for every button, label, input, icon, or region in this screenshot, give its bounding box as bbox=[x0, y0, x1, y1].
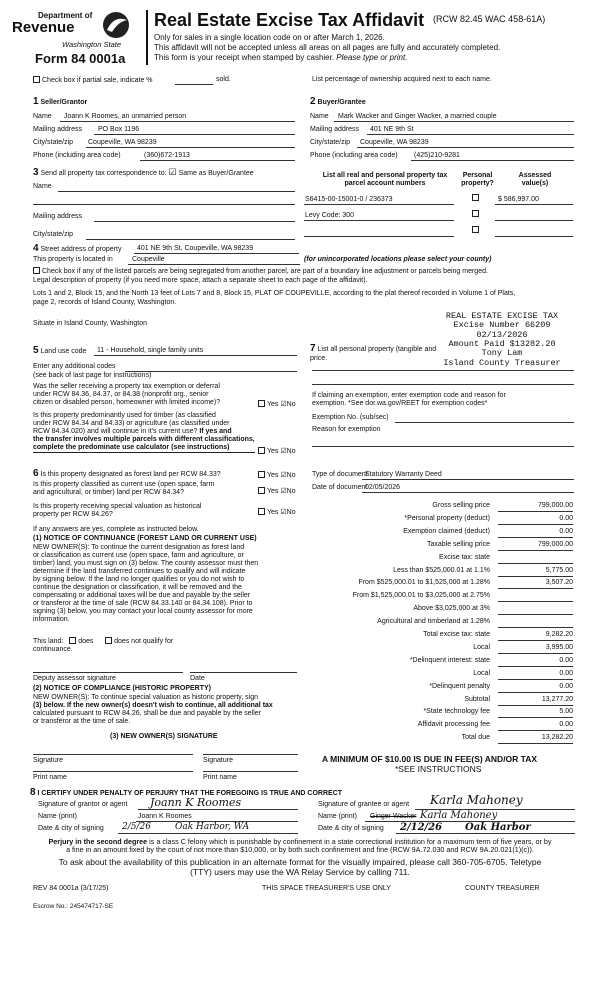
tax-row-label: Total due bbox=[461, 734, 490, 742]
seller-phone-label: Phone (including area code) bbox=[33, 152, 121, 159]
q2e: complete the predominate use calculator (see instructions) bbox=[33, 444, 255, 453]
s3-addr-label: Mailing address bbox=[33, 213, 83, 220]
form-number: Form 84 0001a bbox=[35, 51, 126, 66]
access-line2: (TTY) users may use the WA Relay Service by calling 711. bbox=[190, 866, 410, 877]
grantee-date-label: Date & city of signing bbox=[318, 825, 384, 832]
header-note3 bbox=[154, 53, 407, 62]
treasurer-use: THIS SPACE TREASURER'S USE ONLY bbox=[262, 885, 391, 892]
s6-q2-yes-label: Yes bbox=[267, 488, 279, 495]
seller-heading-label: Seller/Grantor bbox=[40, 99, 88, 106]
s6-q2-no-label: No bbox=[286, 488, 296, 495]
exemption-no-label: Exemption No. (sub/sec) bbox=[312, 414, 389, 421]
tax-row-value[interactable]: 0.00 bbox=[498, 683, 573, 693]
tax-row-value[interactable]: 799,000.00 bbox=[498, 502, 573, 512]
land-use-line bbox=[94, 355, 297, 356]
tax-row-value[interactable]: 0.00 bbox=[498, 515, 573, 525]
s6-q2 bbox=[33, 481, 214, 497]
owner-sig-label1: Signature bbox=[33, 757, 63, 764]
n2-line: NEW OWNER(S): To continue special valuation as historic property, sign bbox=[33, 694, 258, 701]
notice-compliance: (2) NOTICE OF COMPLIANCE (HISTORIC PROPERTY) bbox=[33, 685, 211, 692]
personal-checkbox-3[interactable] bbox=[472, 226, 479, 233]
s6-q1-yesno bbox=[258, 471, 296, 480]
header-note2: This affidavit will not be accepted unless all areas on all pages are fully and accurately completed. bbox=[154, 43, 501, 52]
q2-yes-label: Yes bbox=[267, 448, 279, 455]
s4-addr-label: Street address of property bbox=[40, 246, 122, 253]
n2-line: or transferor at the time of sale. bbox=[33, 718, 131, 726]
tax-row-value[interactable]: 5.00 bbox=[498, 708, 573, 718]
s6-q3 bbox=[33, 503, 201, 519]
s6-q1-yes[interactable] bbox=[258, 471, 265, 478]
seller-addr-line bbox=[94, 134, 295, 135]
doc-date-label: Date of document bbox=[312, 484, 368, 491]
tax-row-label: Agricultural and timberland at 1.28% bbox=[377, 618, 490, 626]
property-address-line bbox=[134, 253, 299, 254]
tax-row-label: *State technology fee bbox=[423, 708, 490, 716]
buyer-addr[interactable]: 401 NE 9th St bbox=[370, 126, 414, 133]
partial-sold: sold. bbox=[216, 76, 231, 83]
s7-claim bbox=[312, 392, 506, 408]
doc-type-line bbox=[362, 479, 574, 480]
s3-name-label: Name bbox=[33, 183, 52, 190]
tax-row-label: Local bbox=[473, 643, 490, 651]
stamp-line3: 02/13/2026 bbox=[476, 329, 528, 340]
tax-row-label: Affidavit processing fee bbox=[417, 721, 490, 729]
s6-q2b: and agricultural, or timber) land per RCW 84.34? bbox=[33, 489, 184, 497]
grantor-date-line bbox=[118, 833, 298, 834]
n1-line: signing (3) below, you may contact your local county assessor for more bbox=[33, 608, 253, 616]
tax-row-label: *Delinquent penalty bbox=[429, 682, 490, 690]
assessed-value[interactable]: $ 586,997.00 bbox=[498, 196, 539, 203]
same-as-buyer-label: Same as Buyer/Grantee bbox=[178, 170, 254, 177]
partial-percent-line[interactable] bbox=[175, 84, 213, 85]
s3-name-line2[interactable] bbox=[33, 204, 295, 205]
n1-line: or transferor at the time of sale (RCW 84.33.140 or 84.34.108). Prior to bbox=[33, 600, 253, 608]
segregated-label: Check box if any of the listed parcels are being segregated from another parcel, are part of a boundary line adjustment or parcels being merged. bbox=[42, 268, 488, 275]
notice-continuance-body bbox=[33, 544, 298, 624]
does-not-checkbox[interactable] bbox=[105, 637, 112, 644]
header-note3a: This form is your receipt when stamped by cashier. bbox=[154, 53, 337, 62]
s4-addr-row bbox=[33, 243, 121, 255]
assessed-line3 bbox=[495, 236, 573, 237]
buyer-name-line bbox=[334, 121, 574, 122]
seller-name-label: Name bbox=[33, 113, 52, 120]
parcel-line3 bbox=[304, 236, 454, 237]
buyer-name[interactable]: Mark Wacker and Ginger Wacker, a married couple bbox=[338, 113, 497, 120]
segregated-row bbox=[33, 267, 488, 276]
does-label: does bbox=[78, 638, 94, 645]
buyer-num: 2 bbox=[310, 96, 316, 107]
grantor-print[interactable]: Joann K Roomes bbox=[138, 813, 192, 820]
q1-no-checkbox[interactable]: ☑ bbox=[280, 401, 287, 408]
ownership-note: List percentage of ownership acquired next to each name. bbox=[312, 76, 492, 83]
grantee-signature[interactable]: Karla Mahoney bbox=[430, 793, 523, 807]
assessed-col-header bbox=[505, 172, 565, 188]
exemption-question bbox=[33, 383, 220, 407]
section8-num: 8 bbox=[30, 787, 36, 798]
s3-city-line[interactable] bbox=[86, 239, 295, 240]
s6-q2-no[interactable]: ☑ bbox=[280, 488, 287, 495]
owner-sig-line2[interactable] bbox=[203, 754, 298, 755]
does-not-label: does not qualify for bbox=[114, 638, 174, 645]
assessed-col-h2: value(s) bbox=[521, 180, 549, 188]
s7-claim1: If claiming an exemption, enter exemption code and reason for bbox=[312, 392, 506, 399]
n1-line: compensating or additional taxes will be due and payable by the seller bbox=[33, 592, 251, 600]
tax-row-value[interactable] bbox=[498, 592, 573, 602]
tax-row-value[interactable] bbox=[498, 605, 573, 615]
land-use-code[interactable]: 11 - Household, single family units bbox=[97, 347, 204, 354]
seller-city[interactable]: Coupeville, WA 98239 bbox=[88, 139, 157, 146]
s6-q1-yes-label: Yes bbox=[267, 472, 279, 479]
buyer-phone-label: Phone (including area code) bbox=[310, 152, 398, 159]
access-line1: To ask about the availability of this publication in an alternate format for the visually impaired, please call 360-705-6705. Teletype bbox=[58, 857, 542, 867]
tax-row-value[interactable]: 0.00 bbox=[498, 528, 573, 538]
see-instructions: *SEE INSTRUCTIONS bbox=[395, 764, 482, 774]
agency-line3: Washington State bbox=[62, 40, 122, 49]
tax-row-label: From $525,000.01 to $1,525,000 at 1.28% bbox=[358, 579, 490, 587]
n2-line: (3) below. If the new owner(s) doesn't wish to continue, all additional tax bbox=[33, 702, 273, 710]
doc-date-line bbox=[362, 492, 574, 493]
property-location-line bbox=[128, 264, 300, 265]
continuance: continuance. bbox=[33, 646, 73, 653]
grantee-city[interactable]: Oak Harbor bbox=[465, 822, 531, 833]
access-notice bbox=[10, 858, 590, 878]
legal-desc-1: Lots 1 and 2, Block 15, and the North 13 feet of Lots 7 and 8, Block 15, PLAT OF COUPEVILLE, according to the plat thereof recorded in Volume 1 of Plats, bbox=[33, 290, 516, 297]
personal-col-h2: property? bbox=[461, 180, 494, 188]
notice-compliance-body bbox=[33, 694, 298, 726]
tax-row-label: Subtotal bbox=[464, 695, 490, 703]
tax-row-label: *Delinquent interest: state bbox=[409, 656, 490, 664]
n1-line: determine if the land transferred continues to qualify and will indicate bbox=[33, 568, 246, 576]
q1b: under RCW 84.36, 84.37, or 84.38 (nonprofit org., senior bbox=[33, 391, 209, 399]
q2-no-checkbox[interactable]: ☑ bbox=[280, 448, 287, 455]
parcel-col-header bbox=[310, 172, 460, 188]
grantee-sig-label: Signature of grantee or agent bbox=[318, 801, 410, 808]
agency-line1: Department of bbox=[38, 11, 93, 20]
tax-row-label: *Personal property (deduct) bbox=[404, 514, 490, 522]
section7-num: 7 bbox=[310, 343, 316, 354]
tax-row-label: Less than $525,000.01 at 1.1% bbox=[393, 566, 490, 574]
s6-q3b: property per RCW 84.26? bbox=[33, 511, 113, 519]
timber-question bbox=[33, 412, 255, 453]
personal-col-header bbox=[455, 172, 500, 188]
tax-row-label: Total excise tax: state bbox=[423, 631, 490, 638]
assessed-col-h1: Assessed bbox=[518, 172, 552, 179]
q2-yesno bbox=[258, 447, 296, 456]
tax-row-value[interactable]: 799,000.00 bbox=[498, 541, 573, 551]
tax-row-label: Local bbox=[473, 669, 490, 677]
parcel-line1 bbox=[304, 204, 454, 205]
seller-name-line bbox=[60, 121, 295, 122]
q2c-bold: If yes and bbox=[199, 428, 232, 436]
partial-sale-checkbox[interactable] bbox=[33, 76, 40, 83]
buyer-heading bbox=[310, 96, 366, 108]
buyer-phone[interactable]: (425)210-9281 bbox=[414, 152, 460, 159]
s6-q2a: Is this property classified as current use (open space, farm bbox=[33, 481, 215, 488]
doc-type[interactable]: Statutory Warranty Deed bbox=[365, 471, 442, 478]
s6-q3a: Is this property receiving special valuation as historical bbox=[33, 503, 202, 510]
additional-codes-sub: (see back of last page for instructions) bbox=[33, 372, 152, 379]
perjury-bold: Perjury in the second degree bbox=[48, 837, 148, 846]
owner-print-line1[interactable] bbox=[33, 771, 193, 772]
parcel-line2 bbox=[304, 220, 454, 221]
loc-note: (for unincorporated locations please select your county) bbox=[304, 256, 492, 263]
q1-no-label: No bbox=[286, 401, 296, 408]
s6-q1-no-label: No bbox=[286, 472, 296, 479]
form-rcw: (RCW 82.45 WAC 458-61A) bbox=[433, 14, 546, 24]
buyer-addr-line bbox=[367, 134, 574, 135]
treasurer-stamp bbox=[422, 312, 582, 368]
perjury-notice bbox=[10, 838, 590, 855]
form-title: Real Estate Excise Tax Affidavit bbox=[154, 10, 425, 30]
segregated-checkbox[interactable] bbox=[33, 267, 40, 274]
tax-row-label: From $1,525,000.01 to $3,025,000 at 2.75% bbox=[352, 592, 490, 600]
grantor-city[interactable]: Oak Harbor, WA bbox=[175, 822, 250, 832]
tax-row-value[interactable]: 0.00 bbox=[498, 721, 573, 731]
q1c: citizen or disabled person, homeowner with limited income)? bbox=[33, 399, 221, 407]
this-land-row bbox=[33, 637, 173, 646]
tax-row-label: Taxable selling price bbox=[426, 540, 490, 548]
s6-q2-yes[interactable] bbox=[258, 487, 265, 494]
grantee-print-label: Name (print) bbox=[318, 813, 357, 820]
this-land-label: This land: bbox=[33, 638, 64, 645]
header-note1: Only for sales in a single location code on or after March 1, 2026. bbox=[154, 33, 385, 42]
n1-line: or classification as current use (open space, farm and agriculture, or bbox=[33, 552, 244, 560]
partial-sale-row bbox=[33, 76, 153, 85]
seller-phone[interactable]: (360)672-1913 bbox=[144, 152, 190, 159]
same-as-buyer-checkbox[interactable]: ☑ bbox=[168, 167, 177, 177]
deputy-date-line[interactable] bbox=[190, 672, 297, 673]
tax-row-value[interactable] bbox=[498, 554, 573, 564]
grantor-signature[interactable]: Joann K Roomes bbox=[150, 796, 242, 809]
tax-row-value[interactable]: 3,995.00 bbox=[498, 644, 573, 654]
deputy-date-label: Date bbox=[190, 675, 205, 682]
doc-type-label: Type of document bbox=[312, 471, 368, 478]
new-owner-signature: (3) NEW OWNER(S) SIGNATURE bbox=[110, 733, 218, 740]
s6-q3-no-label: No bbox=[286, 509, 296, 516]
tax-row-label: Excise tax: state bbox=[439, 553, 490, 561]
buyer-city[interactable]: Coupeville, WA 98239 bbox=[360, 139, 429, 146]
stamp-line4: Amount Paid $13282.20 bbox=[448, 339, 556, 350]
q2b: under RCW 84.34 and 84.33) or agriculture (as classified under bbox=[33, 420, 230, 428]
n2-line: calculated pursuant to RCW 84.26, shall be due and payable by the seller bbox=[33, 710, 262, 718]
personal-checkbox-2[interactable] bbox=[472, 210, 479, 217]
tax-row-value[interactable]: 0.00 bbox=[498, 657, 573, 667]
situate: Situate in Island County, Washington bbox=[33, 320, 148, 327]
tax-row-label: Gross selling price bbox=[432, 502, 490, 509]
seller-name[interactable]: Joann K Roomes, an unmarried person bbox=[64, 113, 187, 120]
buyer-name-label: Name bbox=[310, 113, 329, 120]
n1-line: timber) land, you must sign on (3) below. The county assessor must then bbox=[33, 560, 259, 568]
owner-sig-label2: Signature bbox=[203, 757, 233, 764]
seller-addr[interactable]: PO Box 1196 bbox=[98, 126, 140, 133]
s6-q3-yesno bbox=[258, 508, 296, 517]
n1-line: continue the designation or classification, it will be removed and the bbox=[33, 584, 242, 592]
escrow-no: Escrow No.: 245474717-SE bbox=[33, 903, 114, 910]
parcel-col-h2: parcel account numbers bbox=[344, 180, 426, 188]
reason-label: Reason for exemption bbox=[312, 426, 381, 433]
n1-line: NEW OWNER(S): To continue the current designation as forest land bbox=[33, 544, 245, 551]
buyer-city-label: City/state/zip bbox=[310, 139, 351, 146]
seller-city-label: City/state/zip bbox=[33, 139, 74, 146]
seller-num: 1 bbox=[33, 96, 39, 107]
stamp-line5: Tony Lam bbox=[481, 348, 523, 359]
q1a: Was the seller receiving a property tax exemption or deferral bbox=[33, 383, 220, 390]
section3-num: 3 bbox=[33, 167, 39, 178]
s6-q1 bbox=[33, 468, 221, 480]
s6-q2-yesno bbox=[258, 487, 296, 496]
property-address[interactable]: 401 NE 9th St, Coupeville, WA 98239 bbox=[137, 245, 254, 252]
q2c: RCW 84.34.020) and will continue in it's current use? bbox=[33, 428, 200, 436]
seller-heading bbox=[33, 96, 87, 108]
s3-name-line[interactable] bbox=[58, 191, 295, 192]
county-treasurer: COUNTY TREASURER bbox=[465, 885, 540, 892]
grantor-sig-label: Signature of grantor or agent bbox=[38, 801, 128, 808]
tax-row-label: Exemption claimed (deduct) bbox=[403, 527, 490, 535]
tax-row-value[interactable]: 13,277.20 bbox=[498, 696, 573, 706]
exemption-no-line[interactable] bbox=[395, 422, 574, 423]
owner-print-label2: Print name bbox=[203, 774, 237, 781]
section4-num: 4 bbox=[33, 243, 39, 254]
land-use-label: Land use code bbox=[40, 348, 87, 355]
assessed-line1 bbox=[495, 204, 573, 205]
personal-checkbox-1[interactable] bbox=[472, 194, 479, 201]
buyer-addr-label: Mailing address bbox=[310, 126, 360, 133]
seller-city-line bbox=[86, 147, 295, 148]
property-location[interactable]: Coupeville bbox=[132, 256, 165, 263]
tax-row-value[interactable]: 9,282.20 bbox=[498, 631, 573, 641]
tax-row-value[interactable]: 0.00 bbox=[498, 670, 573, 680]
s6-q3-yes-label: Yes bbox=[267, 509, 279, 516]
tax-row-value[interactable]: 13,282.20 bbox=[498, 734, 573, 744]
section6-num: 6 bbox=[33, 468, 39, 479]
grantor-date[interactable]: 2/5/26 bbox=[122, 822, 151, 832]
revision: REV 84 0001a (3/17/25) bbox=[33, 885, 109, 892]
grantor-sig-line bbox=[138, 809, 298, 810]
s7-claim2: exemption. *See dor.wa.gov/REET for exemption codes* bbox=[312, 400, 488, 408]
n1-line: information. bbox=[33, 616, 70, 624]
legal-label: Legal description of property (if you need more space, attach a separate sheet to each page of the affidavit). bbox=[33, 277, 368, 284]
swoosh-icon bbox=[100, 10, 132, 40]
s7-label bbox=[310, 343, 436, 363]
perjury-line2: a fine in an amount fixed by the court of not more than $10,000, or by both such confinement and fine (RCW 9A.72.030 and RCW 9A.20.021(1)(c)). bbox=[66, 845, 534, 855]
tax-row-value[interactable] bbox=[498, 618, 573, 628]
q1-yes-label: Yes bbox=[267, 401, 279, 408]
loc-label: This property is located in bbox=[33, 256, 113, 263]
tax-table bbox=[300, 502, 575, 747]
buyer-heading-label: Buyer/Grantee bbox=[317, 99, 366, 106]
deputy-label: Deputy assessor signature bbox=[33, 675, 116, 682]
n1-line: by signing below. If the land no longer qualifies or you do not wish to bbox=[33, 576, 245, 584]
cert-text: I CERTIFY UNDER PENALTY OF PERJURY THAT THE FOREGOING IS TRUE AND CORRECT bbox=[37, 790, 343, 797]
q2-yes-checkbox[interactable] bbox=[258, 447, 265, 454]
q1-yesno bbox=[258, 400, 296, 409]
does-checkbox[interactable] bbox=[69, 637, 76, 644]
s7-line1[interactable] bbox=[312, 370, 574, 371]
grantee-date-line bbox=[396, 833, 575, 834]
buyer-city-line bbox=[357, 147, 574, 148]
grantee-print[interactable]: Karla Mahoney bbox=[420, 810, 498, 821]
reason-line[interactable] bbox=[312, 446, 574, 447]
grantee-print-struck: Ginger Wacker bbox=[370, 813, 417, 820]
additional-codes-label: Enter any additional codes bbox=[33, 363, 116, 370]
partial-sale-label: Check box if partial sale, indicate % bbox=[42, 77, 153, 84]
owner-print-label1: Print name bbox=[33, 774, 67, 781]
q2a: Is this property predominantly used for timber (as classified bbox=[33, 412, 216, 419]
stamp-line2: Excise Number 66209 bbox=[453, 320, 551, 331]
seller-addr-label: Mailing address bbox=[33, 126, 83, 133]
agency-line2: Revenue bbox=[12, 19, 75, 36]
parcel-col-h1: List all real and personal property tax bbox=[322, 172, 448, 179]
doc-date[interactable]: 02/05/2026 bbox=[365, 484, 401, 491]
parcel-number[interactable]: S6415-00-15001-0 / 236373 bbox=[305, 196, 393, 203]
tax-row-label: Above $3,025,000 at 3% bbox=[413, 605, 490, 613]
owner-sig-line1[interactable] bbox=[33, 754, 193, 755]
section3-label-row bbox=[33, 167, 254, 179]
owner-print-line2[interactable] bbox=[203, 771, 298, 772]
header-divider bbox=[146, 10, 148, 65]
s3-city-label: City/state/zip bbox=[33, 231, 74, 238]
tax-row-value[interactable]: 3,507.20 bbox=[498, 579, 573, 589]
s3-addr-line[interactable] bbox=[94, 221, 295, 222]
legal-desc-2: page 2, records of Island County, Washington. bbox=[33, 299, 177, 306]
s7-label-text: List all personal property (tangible and bbox=[317, 346, 437, 353]
seller-phone-line bbox=[140, 160, 295, 161]
s6-q3-no[interactable]: ☑ bbox=[280, 509, 287, 516]
section3-label: Send all property tax correspondence to: bbox=[40, 170, 167, 177]
assessed-line2 bbox=[495, 220, 573, 221]
q2-no-label: No bbox=[286, 448, 296, 455]
land-use-row bbox=[33, 345, 86, 357]
s7-line2[interactable] bbox=[312, 384, 574, 385]
s6-answers: If any answers are yes, complete as instructed below. bbox=[33, 526, 199, 533]
levy-code[interactable]: Levy Code: 300 bbox=[305, 212, 355, 219]
notice-continuance: (1) NOTICE OF CONTINUANCE (FOREST LAND OR CURRENT USE) bbox=[33, 535, 257, 542]
personal-col-h1: Personal bbox=[462, 172, 493, 179]
stamp-line6: Island County Treasurer bbox=[443, 357, 561, 368]
q1-yes-checkbox[interactable] bbox=[258, 400, 265, 407]
grantor-date-label: Date & city of signing bbox=[38, 825, 104, 832]
perjury-line1: is a class C felony which is punishable by confinement in a state correctional institution for a maximum term of five years, or by bbox=[147, 837, 552, 846]
buyer-phone-line bbox=[411, 160, 574, 161]
header-note3b: Please type or print. bbox=[336, 53, 408, 62]
s6-q1-no[interactable]: ☑ bbox=[280, 472, 287, 479]
section5-num: 5 bbox=[33, 345, 39, 356]
grantee-date[interactable]: 2/12/26 bbox=[400, 822, 443, 833]
grantor-print-label: Name (print) bbox=[38, 813, 77, 820]
stamp-line1: REAL ESTATE EXCISE TAX bbox=[445, 311, 559, 321]
tax-row-value[interactable]: 5,775.00 bbox=[498, 567, 573, 577]
deputy-sig-line[interactable] bbox=[33, 672, 183, 673]
q2d: the transfer involves multiple parcels with different classifications, bbox=[33, 436, 255, 444]
s6-q3-yes[interactable] bbox=[258, 508, 265, 515]
s6-q1-text: Is this property designated as forest land per RCW 84.33? bbox=[40, 471, 221, 478]
minimum-note: A MINIMUM OF $10.00 IS DUE IN FEE(S) AND/OR TAX bbox=[322, 754, 538, 764]
s7-label2: price. bbox=[310, 354, 328, 362]
